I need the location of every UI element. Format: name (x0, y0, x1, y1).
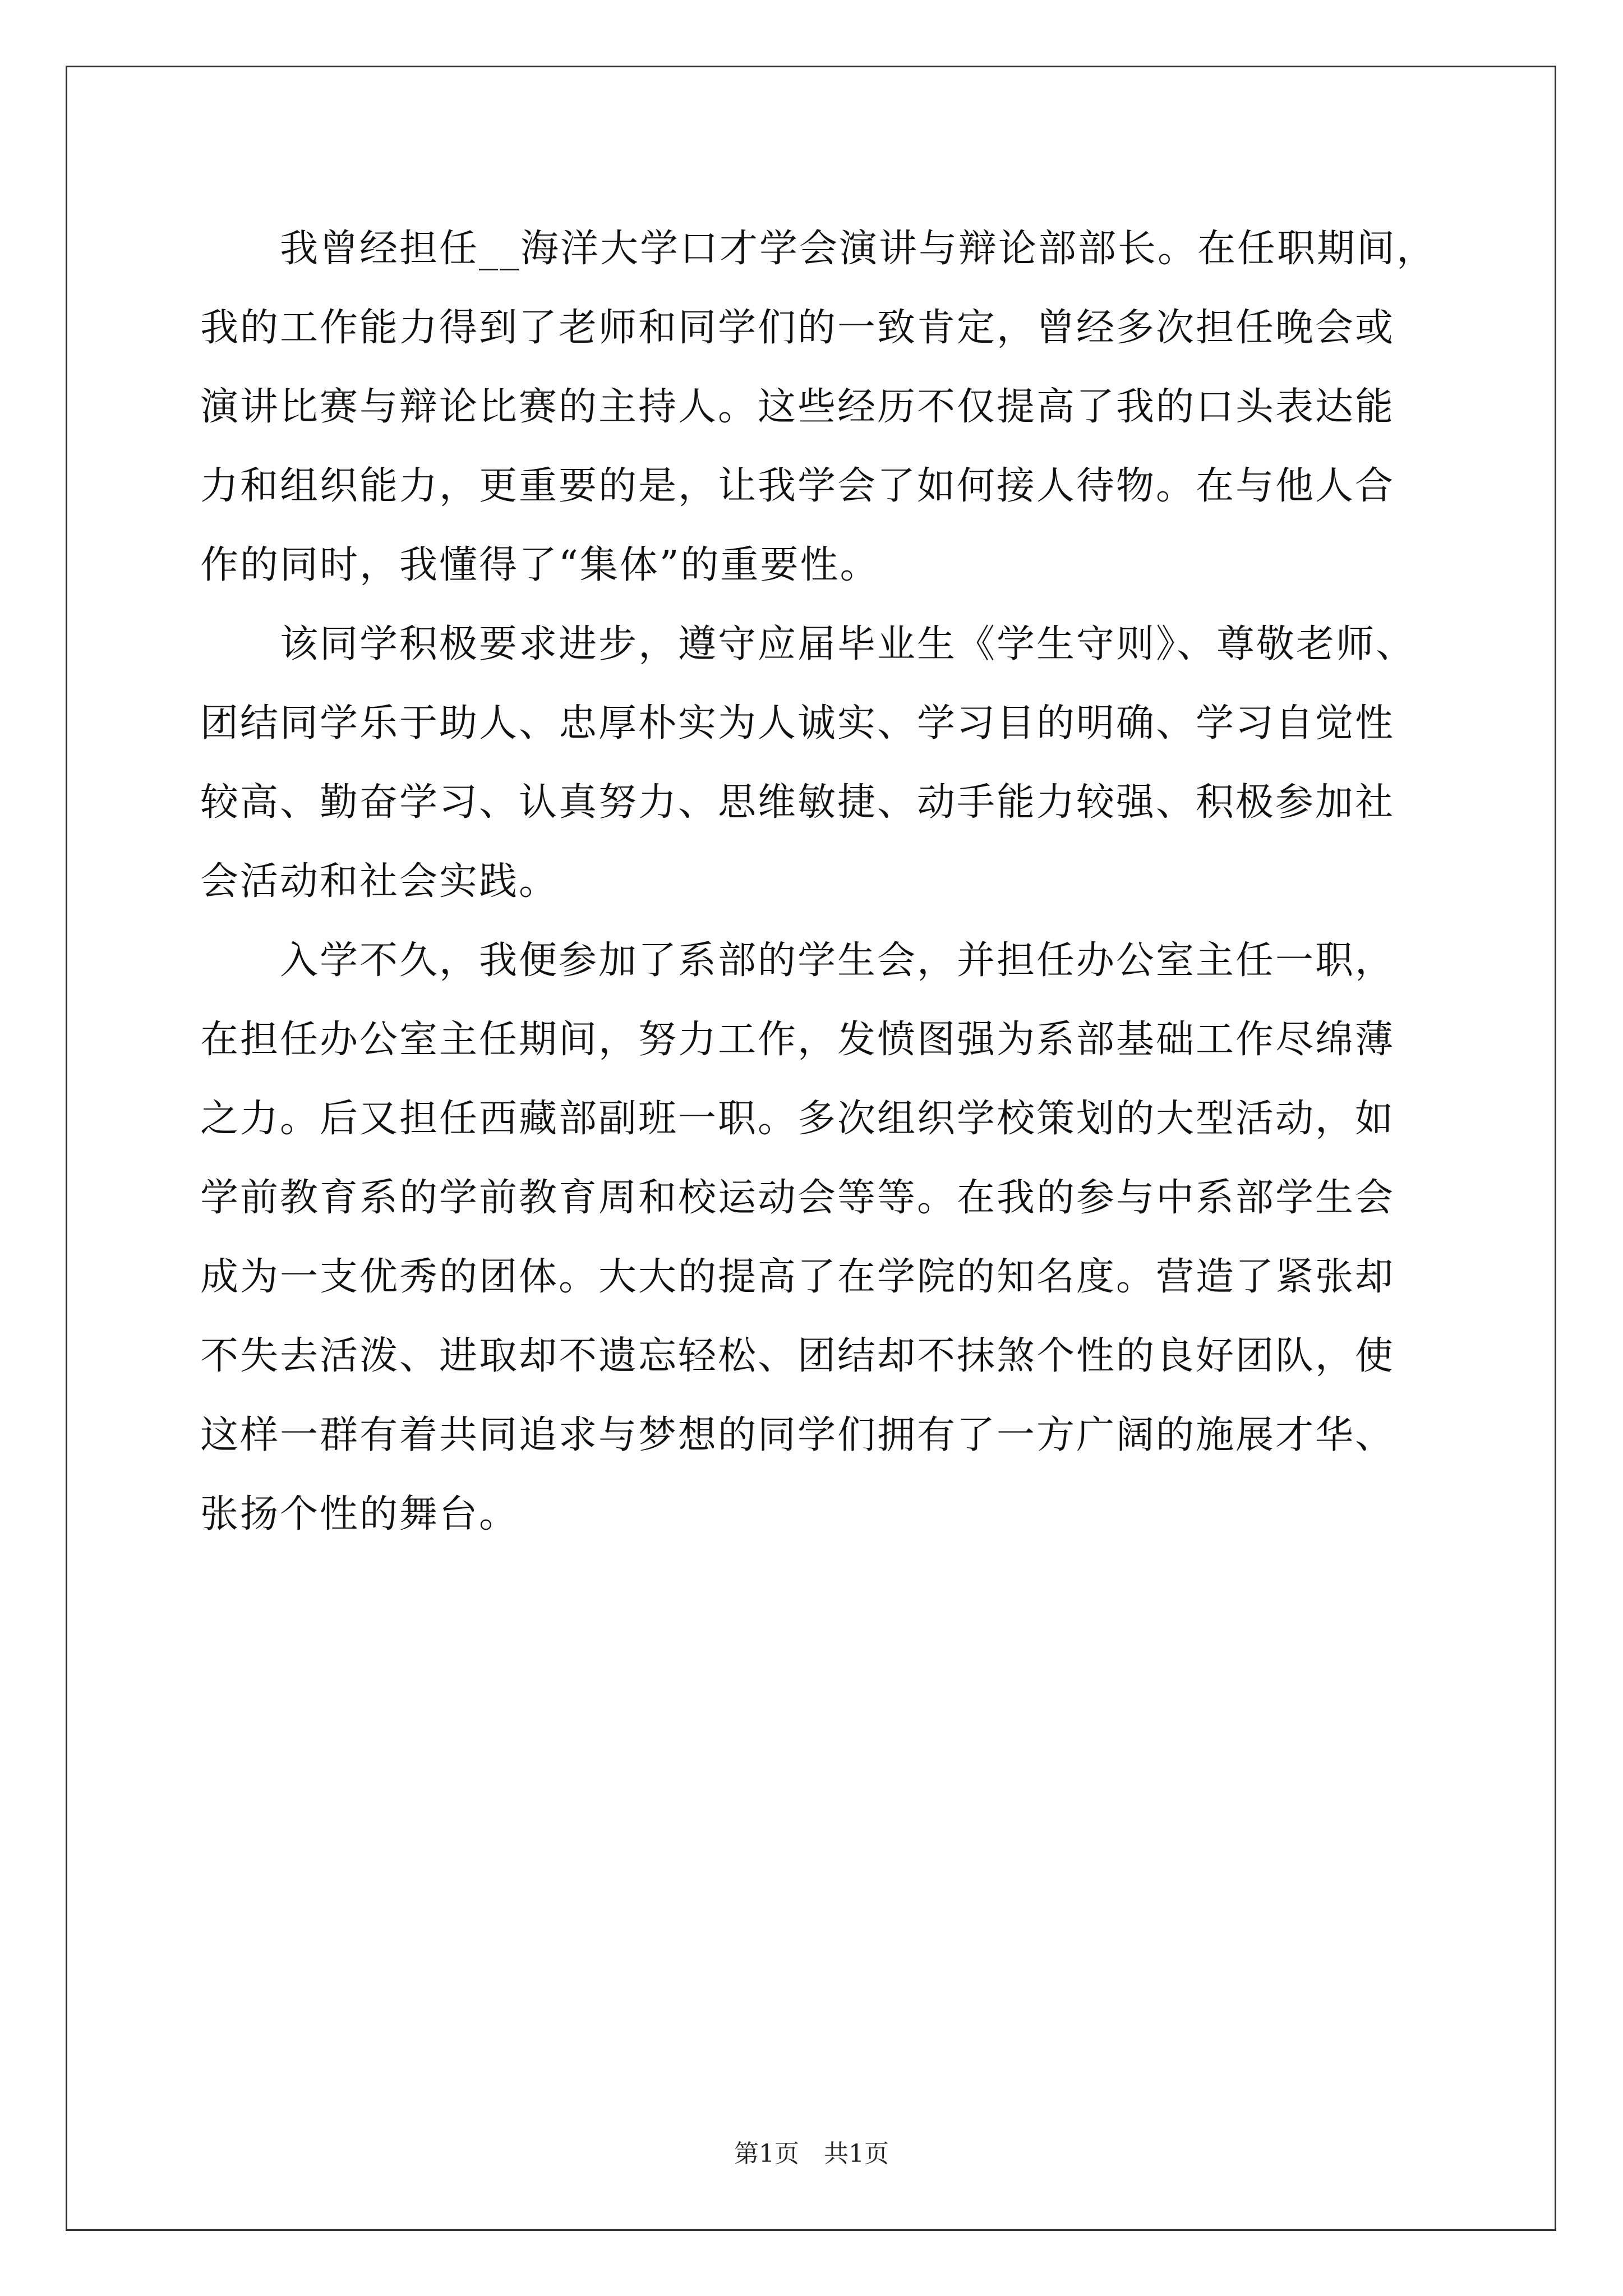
text-line: 之力。后又担任西藏部副班一职。多次组织学校策划的大型活动，如 (200, 1097, 1395, 1141)
text-line: 入学不久，我便参加了系部的学生会，并担任办公室主任一职， (280, 938, 1395, 983)
text-line: 作的同时，我懂得了“集体”的重要性。 (200, 543, 880, 587)
text-line: 成为一支优秀的团体。大大的提高了在学院的知名度。营造了紧张却 (200, 1255, 1395, 1299)
text-line: 较高、勤奋学习、认真努力、思维敏捷、动手能力较强、积极参加社 (200, 780, 1395, 825)
text-line: 这样一群有着共同追求与梦想的同学们拥有了一方广阔的施展才华、 (200, 1413, 1395, 1457)
text-line: 我的工作能力得到了老师和同学们的一致肯定，曾经多次担任晚会或 (200, 306, 1395, 350)
document-body (200, 209, 1440, 1554)
text-line: 该同学积极要求进步，遵守应届毕业生《学生守则》、尊敬老师、 (280, 622, 1416, 666)
text-line: 我曾经担任__海洋大学口才学会演讲与辩论部部长。在任职期间， (280, 227, 1437, 271)
text-line: 团结同学乐于助人、忠厚朴实为人诚实、学习目的明确、学习自觉性 (200, 701, 1395, 746)
paragraph-3 (200, 921, 1440, 1554)
text-line: 在担任办公室主任期间，努力工作，发愤图强为系部基础工作尽绵薄 (200, 1018, 1395, 1062)
text-line: 演讲比赛与辩论比赛的主持人。这些经历不仅提高了我的口头表达能 (200, 385, 1395, 429)
paragraph-2 (200, 605, 1440, 921)
text-line: 不失去活泼、进取却不遗忘轻松、团结却不抹煞个性的良好团队，使 (200, 1334, 1395, 1378)
text-line: 会活动和社会实践。 (200, 859, 559, 904)
text-line: 张扬个性的舞台。 (200, 1492, 519, 1536)
paragraph-1 (200, 209, 1440, 605)
text-line: 力和组织能力，更重要的是，让我学会了如何接人待物。在与他人合 (200, 464, 1395, 508)
page-number-footer: 第1页 共1页 (734, 2139, 889, 2168)
text-line: 学前教育系的学前教育周和校运动会等等。在我的参与中系部学生会 (200, 1176, 1395, 1220)
